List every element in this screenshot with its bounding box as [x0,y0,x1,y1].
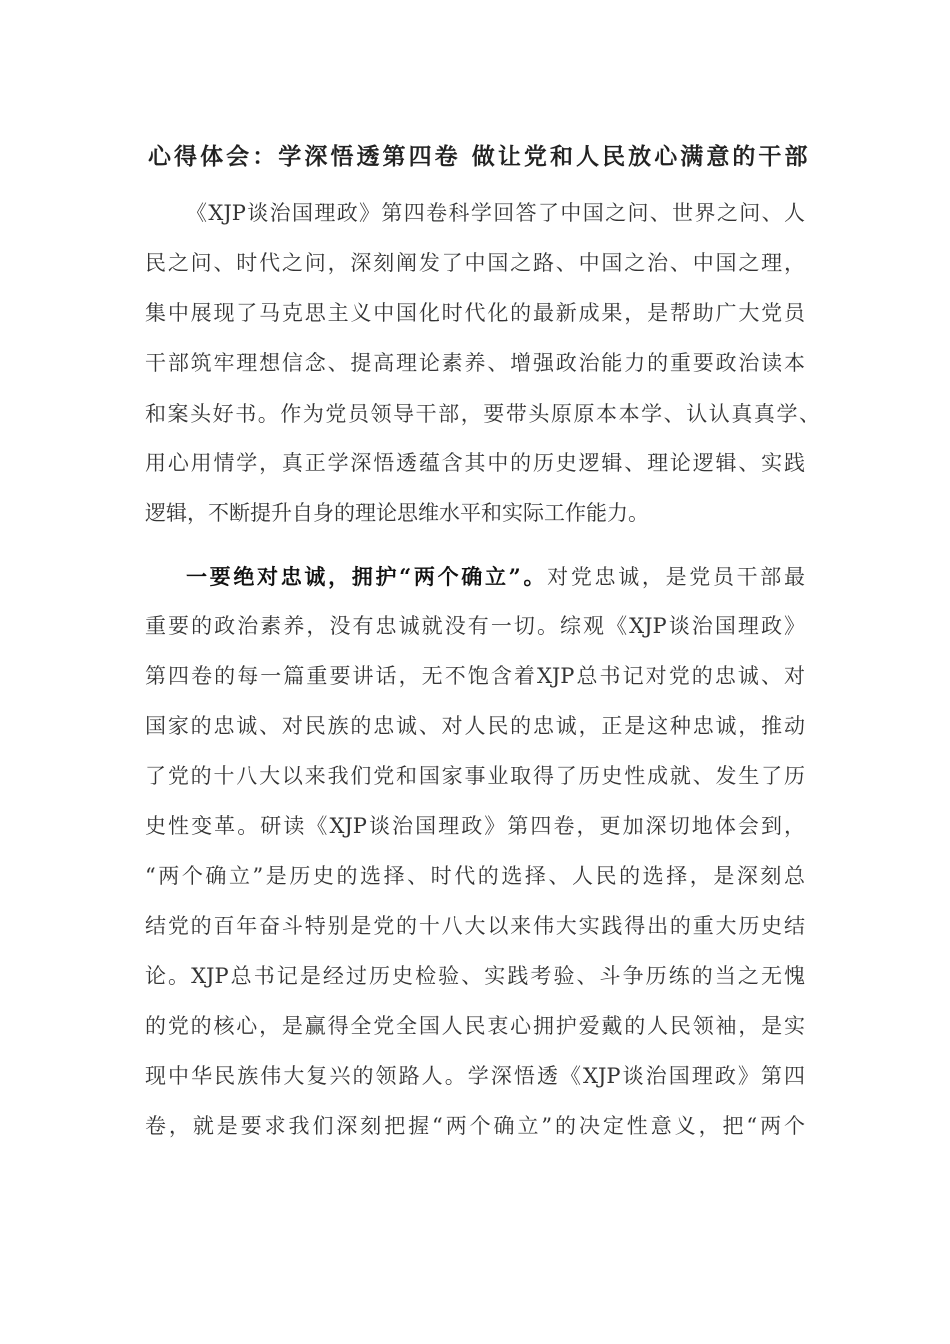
text-line: 的党的核心，是赢得全党全国人民衷心拥护爱戴的人民领袖，是实 [145,1014,805,1038]
text-line: 了党的十八大以来我们党和国家事业取得了历史性成就、发生了历 [145,764,805,788]
text-line: 第四卷的每一篇重要讲话，无不饱含着XJP总书记对党的忠诚、对 [145,664,805,688]
text-line: 现中华民族伟大复兴的领路人。学深悟透《XJP谈治国理政》第四 [145,1064,805,1088]
text-line: 重要的政治素养，没有忠诚就没有一切。综观《XJP谈治国理政》 [145,614,805,638]
text-line-first [186,563,805,591]
text-run: 对党忠诚，是党员干部最 [547,565,805,589]
text-line: 论。XJP总书记是经过历史检验、实践考验、斗争历练的当之无愧 [145,964,805,988]
document-title: 心得体会：学深悟透第四卷 做让党和人民放心满意的干部 [148,143,808,170]
text-line: 民之问、时代之问，深刻阐发了中国之路、中国之治、中国之理， [145,251,805,275]
text-line: 结党的百年奋斗特别是党的十八大以来伟大实践得出的重大历史结 [145,914,805,938]
text-line: 干部筑牢理想信念、提高理论素养、增强政治能力的重要政治读本 [145,351,805,375]
text-line: 逻辑，不断提升自身的理论思维水平和实际工作能力。 [145,501,649,525]
text-line: 用心用情学，真正学深悟透蕴含其中的历史逻辑、理论逻辑、实践 [145,451,805,475]
text-line: “两个确立”是历史的选择、时代的选择、人民的选择，是深刻总 [145,864,805,888]
text-line: 集中展现了马克思主义中国化时代化的最新成果，是帮助广大党员 [145,301,805,325]
text-line: 和案头好书。作为党员领导干部，要带头原原本本学、认认真真学、 [145,402,820,426]
text-line: 卷，就是要求我们深刻把握“两个确立”的决定性意义，把“两个 [145,1114,805,1138]
text-line: 史性变革。研读《XJP谈治国理政》第四卷，更加深切地体会到， [145,814,805,838]
text-line: 国家的忠诚、对民族的忠诚、对人民的忠诚，正是这种忠诚，推动 [145,714,805,738]
text-line: 《XJP谈治国理政》第四卷科学回答了中国之问、世界之问、人 [186,201,805,225]
section-heading: 一要绝对忠诚，拥护“两个确立”。 [186,564,548,589]
